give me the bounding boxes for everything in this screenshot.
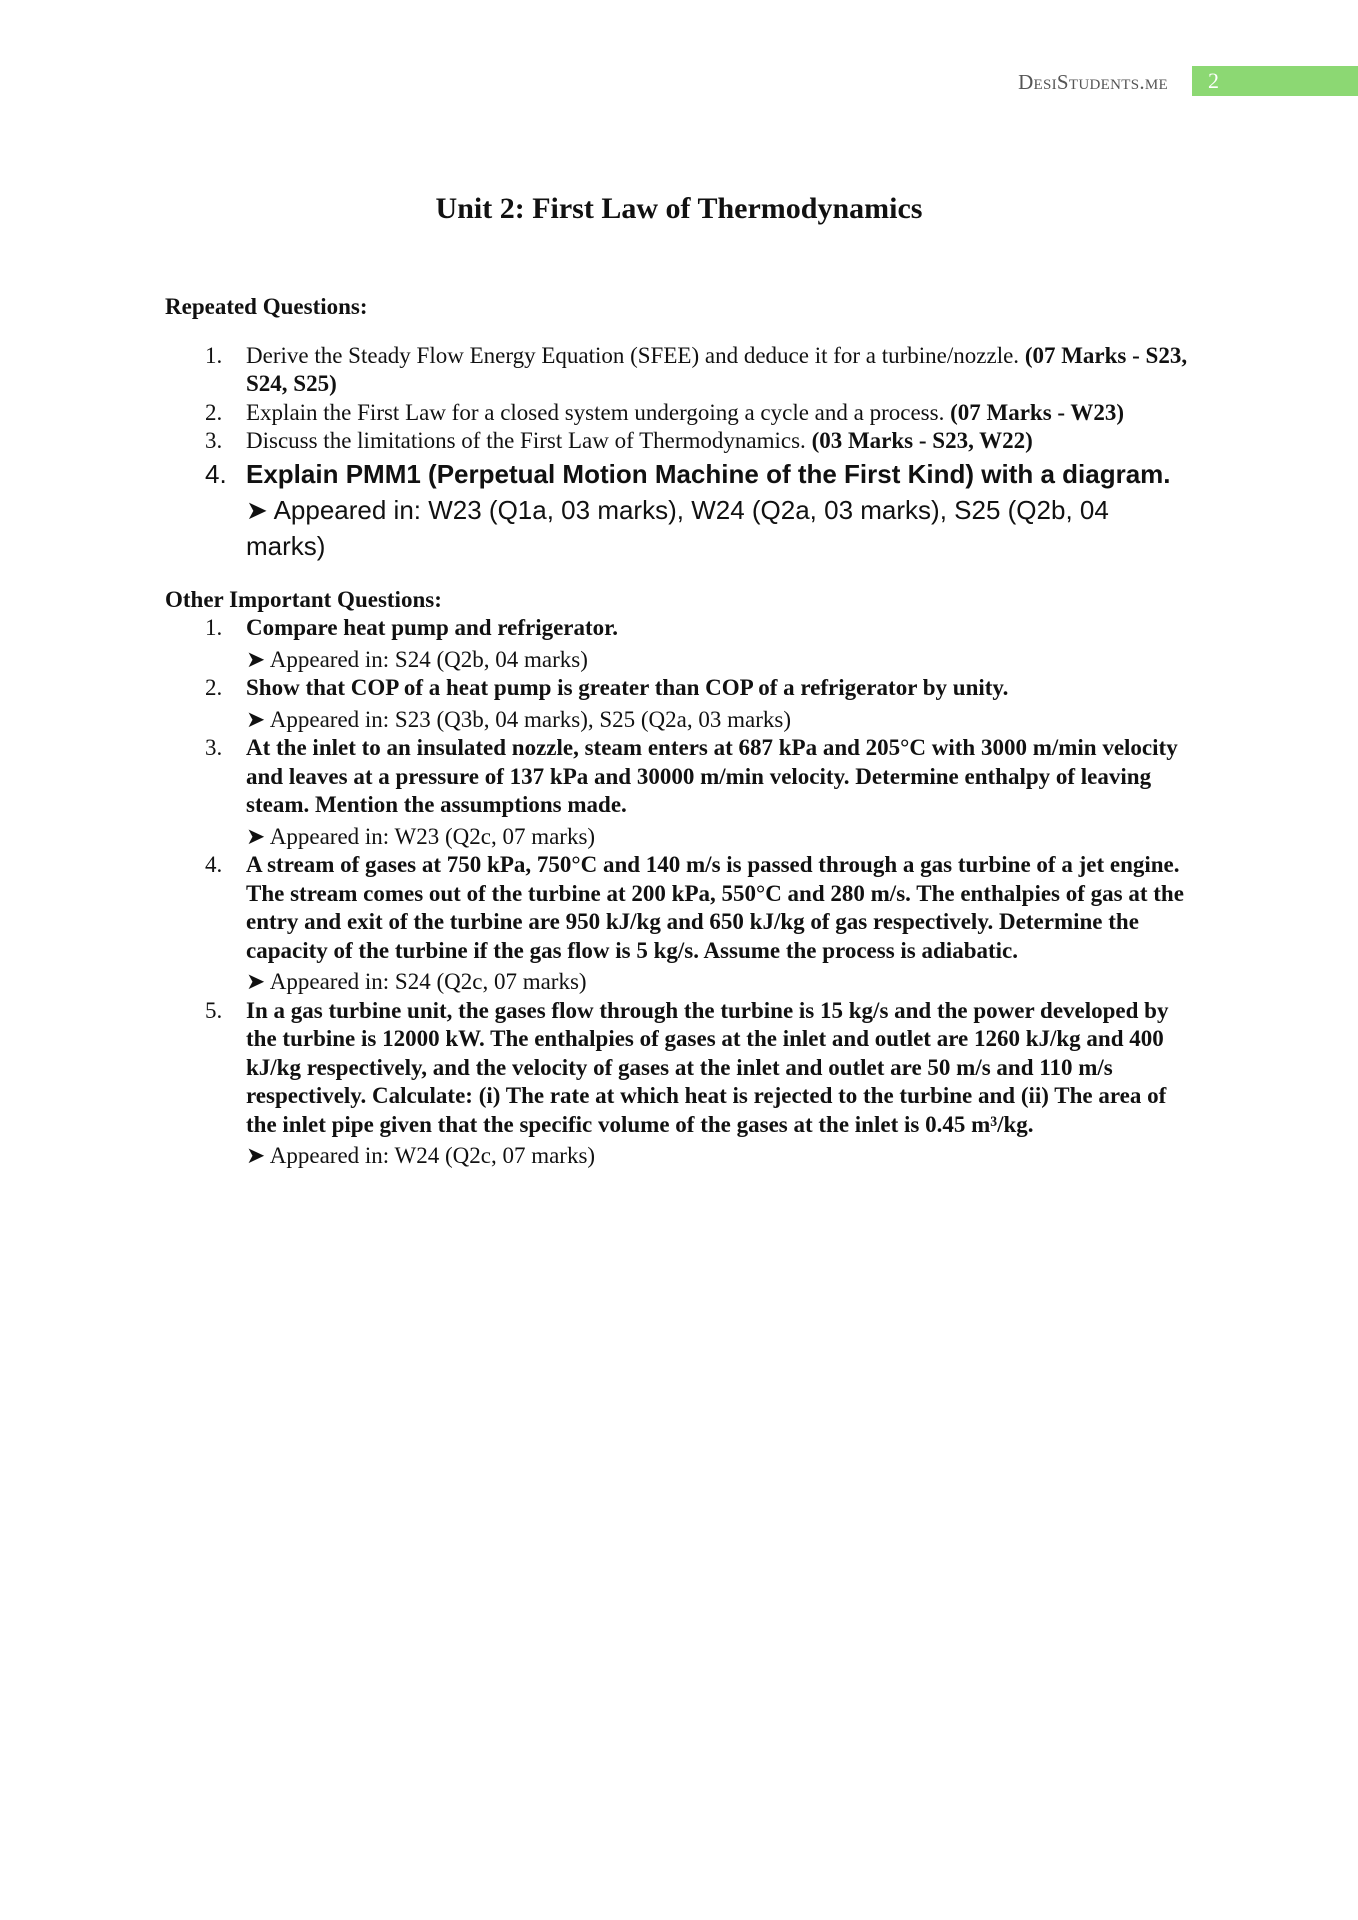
- section-heading-repeated: Repeated Questions:: [165, 294, 368, 319]
- question-text: A stream of gases at 750 kPa, 750°C and 140 m/s is passed through a gas turbine of a jet engine. The stream comes out of the turbine at 200 kPa, 550°C and 280 m/s. The enthalpies of gas at the entry and exit of the turbine are 950 kJ/kg and 650 kJ/kg of gas respectively. Determine the capacity of the turbine if the gas flow is 5 kg/s. Assume the process is adiabatic.: [246, 852, 1184, 963]
- question-text: Derive the Steady Flow Energy Equation (SFEE) and deduce it for a turbine/nozzle.: [246, 342, 1025, 368]
- question-marks: (07 Marks - W23): [950, 399, 1125, 425]
- list-item: [165, 997, 1195, 1171]
- appeared-in: ➤ Appeared in: W23 (Q2c, 07 marks): [246, 823, 596, 849]
- question-text: Explain PMM1 (Perpetual Motion Machine of the First Kind) with a diagram.: [246, 458, 1171, 489]
- other-questions-list: [165, 614, 1195, 1171]
- item-number: 3.: [205, 735, 223, 760]
- list-item: [165, 614, 1195, 674]
- section-heading-other: Other Important Questions:: [165, 586, 442, 612]
- site-brand: DesiStudents.me: [1018, 70, 1168, 94]
- item-number: 4.: [205, 458, 227, 489]
- list-item: [165, 427, 1195, 456]
- list-item: [165, 456, 1195, 564]
- item-number: 2.: [205, 675, 223, 700]
- appeared-in: ➤ Appeared in: S24 (Q2c, 07 marks): [246, 969, 587, 994]
- question-marks: (07 Marks - S23, S24, S25): [246, 342, 1188, 396]
- question-marks: (03 Marks - S23, W22): [811, 428, 1033, 453]
- appeared-in: ➤ Appeared in: S24 (Q2b, 04 marks): [246, 646, 588, 672]
- list-item: [165, 342, 1195, 399]
- question-text: Explain the First Law for a closed system undergoing a cycle and a process.: [246, 399, 951, 425]
- list-item: [165, 734, 1195, 851]
- repeated-questions-list: [165, 342, 1195, 564]
- question-text: Discuss the limitations of the First Law of Thermodynamics.: [246, 428, 812, 453]
- question-text: In a gas turbine unit, the gases flow through the turbine is 15 kg/s and the power developed by the turbine is 12000 kW. The enthalpies of gases at the inlet and outlet are 1260 kJ/kg and 400 kJ/kg respectively, and the velocity of gases at the inlet and outlet are 50 m/s and 110 m/s respectively. Calculate: (i) The rate at which heat is rejected to the turbine and (ii) The area of the inlet pipe given that the specific volume of the gases at the inlet is 0.45 m³/kg.: [246, 997, 1169, 1137]
- list-item: [165, 851, 1195, 997]
- list-item: [165, 674, 1195, 734]
- item-number: 1.: [205, 342, 223, 368]
- question-text: Compare heat pump and refrigerator.: [246, 615, 619, 640]
- appeared-in: ➤ Appeared in: W24 (Q2c, 07 marks): [246, 1143, 596, 1168]
- item-number: 1.: [205, 615, 223, 640]
- item-number: 5.: [205, 997, 223, 1023]
- document-body: [165, 293, 1195, 1171]
- list-item: [165, 399, 1195, 428]
- page-title: Unit 2: First Law of Thermodynamics: [435, 192, 923, 225]
- item-number: 2.: [205, 399, 223, 425]
- question-text: Show that COP of a heat pump is greater than COP of a refrigerator by unity.: [246, 675, 1009, 700]
- question-text: At the inlet to an insulated nozzle, steam enters at 687 kPa and 205°C with 3000 m/min velocity and leaves at a pressure of 137 kPa and 30000 m/min velocity. Determine enthalpy of leaving steam. Mention the assumptions made.: [246, 735, 1178, 817]
- page-number-badge: 2: [1192, 66, 1358, 96]
- appeared-in: ➤ Appeared in: S23 (Q3b, 04 marks), S25 (Q2a, 03 marks): [246, 706, 791, 732]
- item-number: 3.: [205, 428, 223, 453]
- appeared-in: ➤ Appeared in: W23 (Q1a, 03 marks), W24 (Q2a, 03 marks), S25 (Q2b, 04 marks): [246, 494, 1109, 561]
- item-number: 4.: [205, 852, 223, 877]
